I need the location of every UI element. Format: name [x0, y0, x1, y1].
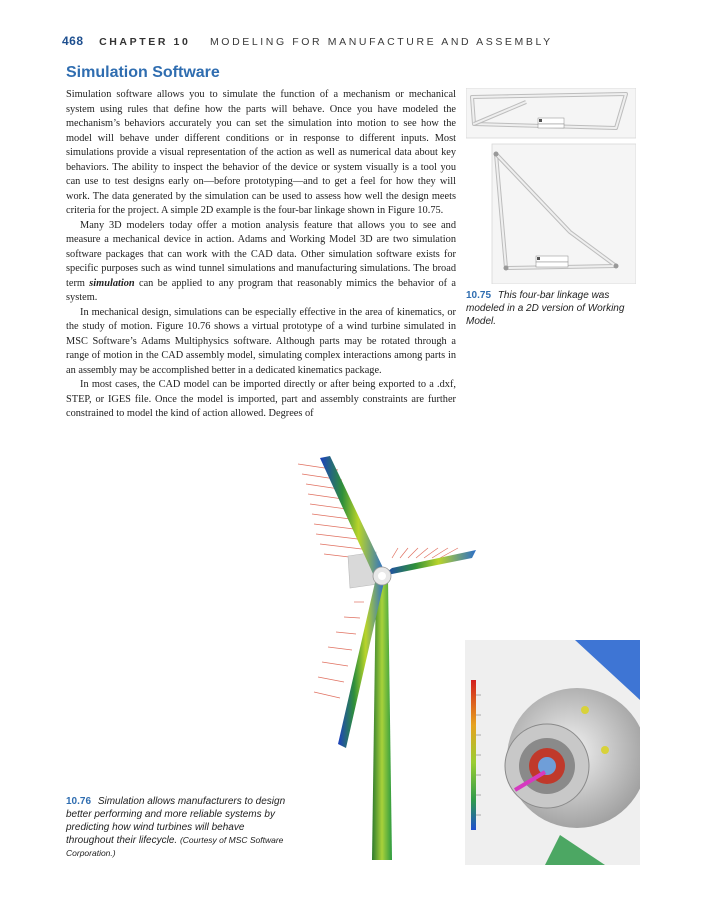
paragraph-2-end: can be applied to any program that reasonably mimics the behavior of a system.	[66, 277, 456, 303]
paragraph-3: In mechanical design, simulations can be especially effective in the area of kinematics, or the study of motion. Figure 10.76 shows a virtual prototype of a wind turbine simulated in MSC Software’s Adams Multiphysics software. Although parts may be rotated through a range of motion in the CAD assembly model, simulating complex interactions among parts in an assembly may be accomplished better in a dedicated kinematics package.	[66, 306, 456, 376]
section-title: Simulation Software	[66, 64, 220, 81]
caption-text: This four-bar linkage was modeled in a 2D version of Working Model.	[466, 290, 625, 327]
figure-number: 10.75	[466, 290, 492, 301]
chapter-title: MODELING FOR MANUFACTURE AND ASSEMBLY	[209, 36, 553, 48]
body-text	[66, 88, 456, 422]
four-bar-linkage-figure	[466, 88, 636, 284]
paragraph-4: In most cases, the CAD model can be imported directly or after being exported to a .dxf, STEP, or IGES file. Once the model is imported, part and assembly constraints are further constrained to model the kind of action allowed. Degrees of	[66, 379, 456, 419]
paragraph-2	[66, 219, 456, 306]
caption-credit: (Courtesy of MSC Software Corporation.)	[66, 835, 284, 858]
figure-10-76-caption	[66, 795, 294, 860]
paragraph-2-start: Many 3D modelers today offer a motion analysis feature that allows you to see and measure a mechanical device in action. Adams and Working Model 3D are two simulation software packages that can work with the CAD data. Other simulation software exists for specific purposes such as wind tunnel simulations and manufacturing simulations. The broad term	[66, 219, 456, 289]
key-term: simulation	[89, 277, 135, 289]
figure-number: 10.76	[66, 796, 92, 807]
drivetrain-stress-figure	[465, 640, 640, 865]
figure-10-75-caption	[466, 289, 634, 328]
page-number: 468	[62, 34, 84, 48]
running-header	[62, 34, 553, 48]
chapter-label: CHAPTER 10	[99, 36, 191, 48]
caption-text: Simulation allows manufacturers to design better performing and more reliable systems by predicting how wind turbines will behave throughout their lifecycle.	[66, 796, 286, 846]
paragraph-1: Simulation software allows you to simulate the function of a mechanism or mechanical system using rules that define how the parts will behave. Once you have modeled the mechanism’s behaviors accurately you can set the simulation into motion to see how the model will behave under different conditions or in response to different inputs. Most simulations provide a visual representation of the action as well as numerical data about key behaviors. The ability to inspect the behavior of the device or system visually is a tool you can use to test designs early on—before prototyping—and to get a feel for how they will work. The data generated by the simulation can be used to assess how well the design meets criteria for the project. A simple 2D example is the four-bar linkage shown in Figure 10.75.	[66, 89, 456, 216]
